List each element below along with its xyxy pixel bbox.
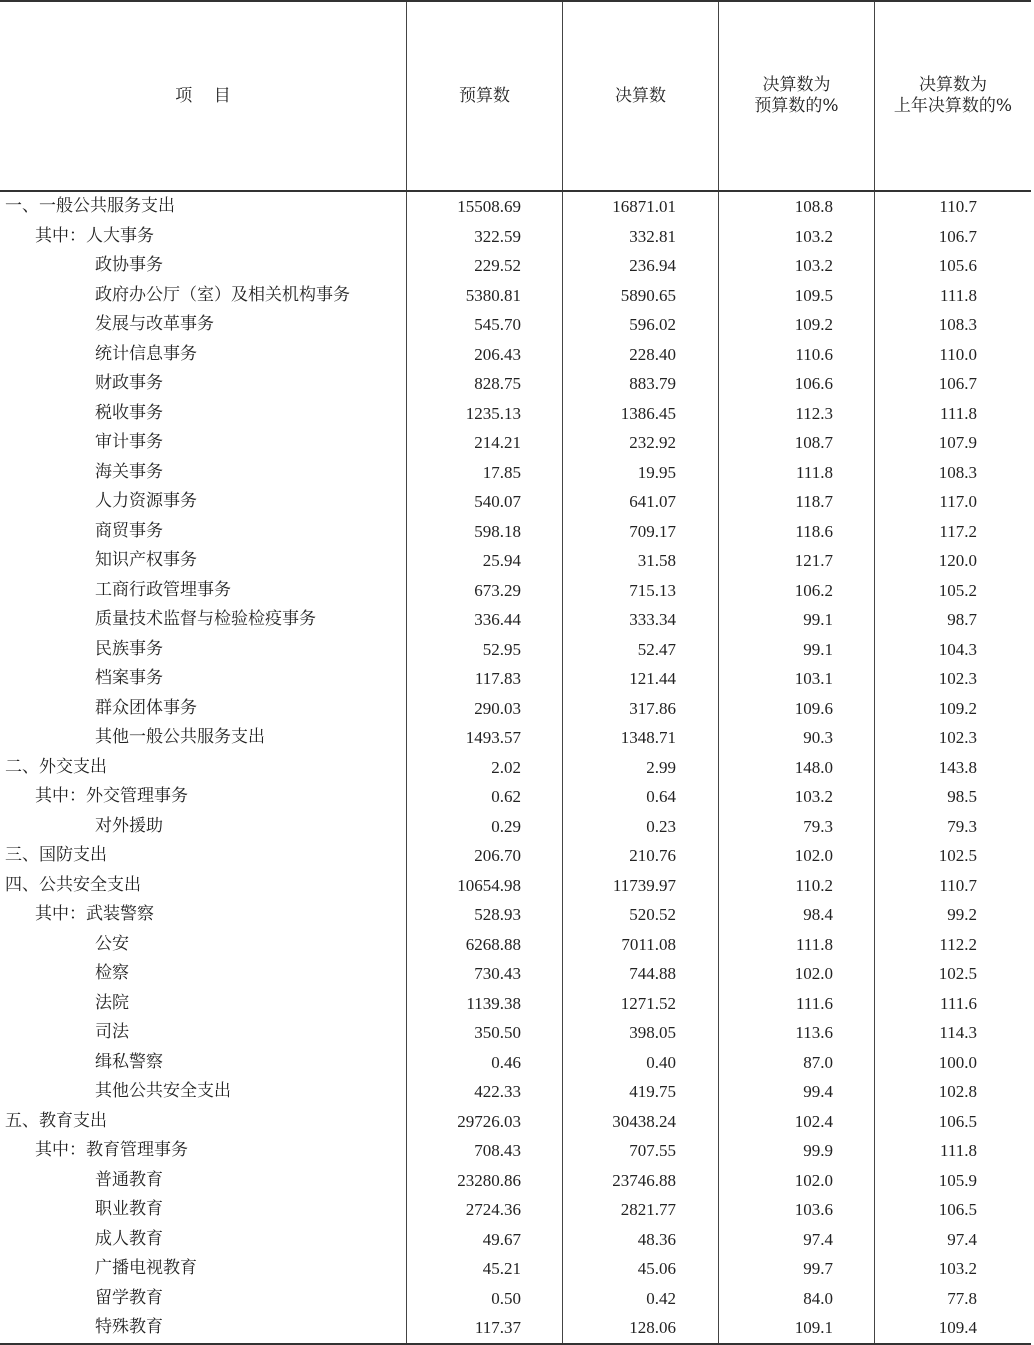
budget-value: 322.59 xyxy=(474,226,521,246)
table-row xyxy=(0,399,1031,429)
row-label: 对外援助 xyxy=(95,815,163,836)
budget-value: 49.67 xyxy=(482,1229,521,1249)
table-row xyxy=(0,576,1031,606)
table-row xyxy=(0,930,1031,960)
pct-prev-value: 110.0 xyxy=(939,344,977,364)
row-label: 质量技术监督与检验检疫事务 xyxy=(95,609,316,629)
table-row xyxy=(0,664,1031,694)
table-row xyxy=(0,812,1031,842)
pct-prev-value: 111.8 xyxy=(940,1141,977,1160)
row-label: 其他一般公共服务支出 xyxy=(95,727,265,747)
actual-value: 2.99 xyxy=(646,757,676,777)
budget-value: 350.50 xyxy=(474,1023,521,1042)
pct-prev-value: 98.5 xyxy=(947,787,977,806)
actual-value: 30438.24 xyxy=(612,1111,676,1131)
actual-value: 333.34 xyxy=(629,610,676,629)
pct-budget-value: 102.0 xyxy=(794,846,833,865)
row-label: 检察 xyxy=(95,963,129,983)
pct-prev-value: 143.8 xyxy=(938,757,977,777)
pct-prev-value: 106.7 xyxy=(938,226,977,246)
row-label: 职业教育 xyxy=(95,1199,163,1219)
budget-value: 52.95 xyxy=(482,639,521,659)
pct-budget-value: 79.3 xyxy=(803,816,833,836)
actual-value: 641.07 xyxy=(629,492,676,511)
table-row xyxy=(0,723,1031,753)
actual-value: 23746.88 xyxy=(612,1170,676,1190)
budget-value: 290.03 xyxy=(474,698,521,718)
actual-value: 1271.52 xyxy=(620,993,676,1013)
pct-budget-value: 112.3 xyxy=(795,403,833,423)
row-label: 海关事务 xyxy=(95,461,163,482)
pct-budget-value: 106.2 xyxy=(794,580,833,600)
row-label: 三、国防支出 xyxy=(5,845,107,865)
table-row xyxy=(0,959,1031,989)
row-label: 知识产权事务 xyxy=(95,550,197,570)
table-row xyxy=(0,428,1031,458)
budget-value: 1235.13 xyxy=(465,403,521,423)
actual-value: 709.17 xyxy=(629,521,676,541)
pct-prev-value: 105.6 xyxy=(938,256,977,275)
actual-value: 5890.65 xyxy=(620,285,676,305)
pct-budget-value: 98.4 xyxy=(803,905,833,924)
pct-budget-value: 108.8 xyxy=(794,197,833,216)
pct-prev-value: 105.9 xyxy=(938,1170,977,1190)
row-label: 一、一般公共服务支出 xyxy=(5,196,175,216)
actual-value: 0.42 xyxy=(646,1288,676,1308)
pct-budget-value: 99.4 xyxy=(803,1082,833,1101)
actual-value: 1386.45 xyxy=(620,403,676,423)
table-row xyxy=(0,310,1031,340)
row-label: 财政事务 xyxy=(95,373,163,393)
actual-value: 520.52 xyxy=(629,905,676,924)
pct-prev-value: 111.6 xyxy=(940,993,977,1013)
row-label: 民族事务 xyxy=(95,638,163,659)
row-label: 其中：武装警察 xyxy=(35,904,154,924)
budget-value: 730.43 xyxy=(474,964,521,983)
actual-value: 0.64 xyxy=(646,787,676,806)
table-row xyxy=(0,1254,1031,1284)
budget-value: 117.83 xyxy=(474,669,521,688)
pct-prev-value: 105.2 xyxy=(938,580,977,600)
pct-budget-value: 90.3 xyxy=(803,728,833,747)
pct-prev-value: 102.5 xyxy=(938,846,977,865)
table-row xyxy=(0,635,1031,665)
pct-budget-value: 108.7 xyxy=(794,433,833,452)
pct-budget-value: 118.7 xyxy=(795,492,833,511)
actual-value: 52.47 xyxy=(637,639,676,659)
row-label: 留学教育 xyxy=(95,1287,163,1308)
budget-value: 708.43 xyxy=(474,1141,521,1160)
pct-prev-value: 112.2 xyxy=(939,934,977,954)
row-label: 五、教育支出 xyxy=(5,1110,107,1131)
actual-value: 332.81 xyxy=(629,226,676,246)
pct-prev-value: 106.5 xyxy=(938,1200,977,1219)
budget-value: 117.37 xyxy=(474,1318,521,1337)
pct-prev-value: 102.3 xyxy=(938,669,977,688)
row-label: 其他公共安全支出 xyxy=(95,1081,231,1101)
actual-value: 128.06 xyxy=(629,1318,676,1337)
budget-value: 0.62 xyxy=(491,787,521,806)
actual-value: 1348.71 xyxy=(620,728,676,747)
table-row xyxy=(0,192,1031,222)
budget-value: 0.46 xyxy=(491,1052,521,1072)
row-label: 公安 xyxy=(95,933,129,954)
table-row xyxy=(0,369,1031,399)
budget-value: 0.50 xyxy=(491,1288,521,1308)
header-pct-prev: 决算数为 上年决算数的% xyxy=(893,75,1013,116)
table-body xyxy=(0,192,1031,1345)
actual-value: 596.02 xyxy=(629,315,676,334)
pct-prev-value: 102.8 xyxy=(938,1082,977,1101)
table-row xyxy=(0,841,1031,871)
budget-value: 6268.88 xyxy=(465,934,521,954)
pct-budget-value: 103.6 xyxy=(794,1200,833,1219)
actual-value: 398.05 xyxy=(629,1023,676,1042)
budget-value: 23280.86 xyxy=(457,1170,521,1190)
row-label: 四、公共安全支出 xyxy=(5,874,141,895)
actual-value: 7011.08 xyxy=(621,934,676,954)
actual-value: 121.44 xyxy=(629,669,676,688)
row-label: 人力资源事务 xyxy=(95,491,197,511)
table-row xyxy=(0,900,1031,930)
budget-value: 2724.36 xyxy=(465,1200,521,1219)
table-row xyxy=(0,340,1031,370)
pct-prev-value: 98.7 xyxy=(947,610,977,629)
budget-value: 1139.38 xyxy=(466,993,521,1013)
table-row xyxy=(0,487,1031,517)
table-row xyxy=(0,1077,1031,1107)
row-label: 商贸事务 xyxy=(95,520,163,541)
budget-value: 206.43 xyxy=(474,344,521,364)
budget-value: 2.02 xyxy=(491,757,521,777)
pct-prev-value: 110.7 xyxy=(939,875,977,895)
actual-value: 744.88 xyxy=(629,964,676,983)
actual-value: 419.75 xyxy=(629,1082,676,1101)
table-row xyxy=(0,1136,1031,1166)
budget-value: 5380.81 xyxy=(465,285,521,305)
table-row xyxy=(0,1018,1031,1048)
pct-budget-value: 111.8 xyxy=(796,934,833,954)
budget-value: 0.29 xyxy=(491,816,521,836)
pct-budget-value: 84.0 xyxy=(803,1288,833,1308)
pct-budget-value: 111.8 xyxy=(796,462,833,482)
table-row xyxy=(0,753,1031,783)
pct-prev-value: 100.0 xyxy=(938,1052,977,1072)
header-budget: 预算数 xyxy=(459,85,510,106)
row-label: 成人教育 xyxy=(95,1228,163,1249)
pct-prev-value: 106.7 xyxy=(938,374,977,393)
budget-value: 673.29 xyxy=(474,580,521,600)
table-row xyxy=(0,222,1031,252)
actual-value: 317.86 xyxy=(629,698,676,718)
pct-budget-value: 102.0 xyxy=(794,1170,833,1190)
table-row xyxy=(0,989,1031,1019)
pct-prev-value: 102.5 xyxy=(938,964,977,983)
pct-prev-value: 104.3 xyxy=(938,639,977,659)
pct-budget-value: 99.7 xyxy=(803,1259,833,1278)
table-row xyxy=(0,251,1031,281)
row-label: 普通教育 xyxy=(95,1169,163,1190)
table-row xyxy=(0,546,1031,576)
pct-budget-value: 121.7 xyxy=(794,551,833,570)
pct-budget-value: 99.1 xyxy=(803,610,833,629)
pct-prev-value: 107.9 xyxy=(938,433,977,452)
pct-budget-value: 87.0 xyxy=(803,1052,833,1072)
actual-value: 2821.77 xyxy=(620,1200,676,1219)
budget-value: 25.94 xyxy=(482,551,521,570)
actual-value: 228.40 xyxy=(629,344,676,364)
row-label: 统计信息事务 xyxy=(95,343,197,364)
budget-value: 828.75 xyxy=(474,374,521,393)
row-label: 审计事务 xyxy=(95,432,163,452)
row-label: 特殊教育 xyxy=(95,1317,163,1337)
row-label: 二、外交支出 xyxy=(5,756,107,777)
pct-budget-value: 106.6 xyxy=(794,374,833,393)
row-label: 其中：教育管理事务 xyxy=(35,1140,188,1160)
budget-value: 540.07 xyxy=(474,492,521,511)
actual-value: 0.23 xyxy=(646,816,676,836)
row-label: 政协事务 xyxy=(95,255,163,275)
actual-value: 232.92 xyxy=(629,433,676,452)
header-pct-budget: 决算数为 预算数的% xyxy=(754,75,839,116)
table-row xyxy=(0,1225,1031,1255)
pct-budget-value: 111.6 xyxy=(796,993,833,1013)
table-row xyxy=(0,458,1031,488)
pct-prev-value: 106.5 xyxy=(938,1111,977,1131)
pct-prev-value: 77.8 xyxy=(947,1288,977,1308)
pct-budget-value: 110.6 xyxy=(795,344,833,364)
budget-value: 214.21 xyxy=(474,433,521,452)
table-row xyxy=(0,1166,1031,1196)
pct-budget-value: 103.2 xyxy=(794,787,833,806)
pct-prev-value: 117.0 xyxy=(939,492,977,511)
budget-value: 229.52 xyxy=(474,256,521,275)
actual-value: 11739.97 xyxy=(612,875,676,895)
row-label: 政府办公厅（室）及相关机构事务 xyxy=(95,284,350,305)
pct-prev-value: 110.7 xyxy=(939,197,977,216)
pct-budget-value: 109.2 xyxy=(794,315,833,334)
table-row xyxy=(0,694,1031,724)
row-label: 税收事务 xyxy=(95,402,163,423)
table-row xyxy=(0,281,1031,311)
pct-budget-value: 103.2 xyxy=(794,226,833,246)
row-label: 发展与改革事务 xyxy=(95,314,214,334)
budget-value: 29726.03 xyxy=(457,1111,521,1131)
pct-budget-value: 102.4 xyxy=(794,1111,833,1131)
actual-value: 19.95 xyxy=(637,462,676,482)
pct-prev-value: 79.3 xyxy=(947,816,977,836)
pct-prev-value: 108.3 xyxy=(938,315,977,334)
pct-prev-value: 102.3 xyxy=(938,728,977,747)
table-row xyxy=(0,605,1031,635)
pct-budget-value: 109.1 xyxy=(794,1318,833,1337)
table-row xyxy=(0,1284,1031,1314)
budget-value: 17.85 xyxy=(482,462,521,482)
row-label: 其中：外交管理事务 xyxy=(35,786,188,806)
table-row xyxy=(0,871,1031,901)
table-row xyxy=(0,1313,1031,1343)
budget-value: 15508.69 xyxy=(457,197,521,216)
row-label: 档案事务 xyxy=(95,668,163,688)
pct-budget-value: 103.1 xyxy=(794,669,833,688)
pct-prev-value: 111.8 xyxy=(940,403,977,423)
pct-prev-value: 97.4 xyxy=(947,1229,977,1249)
table-row xyxy=(0,782,1031,812)
pct-prev-value: 117.2 xyxy=(939,521,977,541)
actual-value: 48.36 xyxy=(637,1229,676,1249)
row-label: 司法 xyxy=(95,1022,129,1042)
row-label: 工商行政管埋事务 xyxy=(95,579,231,600)
pct-prev-value: 109.4 xyxy=(938,1318,977,1337)
actual-value: 236.94 xyxy=(629,256,676,275)
pct-prev-value: 111.8 xyxy=(940,285,977,305)
budget-value: 206.70 xyxy=(474,846,521,865)
budget-value: 45.21 xyxy=(482,1259,521,1278)
row-label: 广播电视教育 xyxy=(95,1258,197,1278)
pct-budget-value: 148.0 xyxy=(794,757,833,777)
pct-budget-value: 110.2 xyxy=(795,875,833,895)
budget-value: 10654.98 xyxy=(457,875,521,895)
actual-value: 45.06 xyxy=(637,1259,676,1278)
table-row xyxy=(0,1195,1031,1225)
row-label: 法院 xyxy=(95,992,129,1013)
header-item: 项 目 xyxy=(175,85,231,106)
table-row xyxy=(0,1048,1031,1078)
pct-prev-value: 120.0 xyxy=(938,551,977,570)
pct-prev-value: 108.3 xyxy=(938,462,977,482)
pct-budget-value: 113.6 xyxy=(795,1023,833,1042)
table-row xyxy=(0,1107,1031,1137)
table-row xyxy=(0,517,1031,547)
pct-prev-value: 114.3 xyxy=(939,1023,977,1042)
pct-budget-value: 109.5 xyxy=(794,285,833,305)
pct-prev-value: 103.2 xyxy=(938,1259,977,1278)
budget-value: 1493.57 xyxy=(465,728,521,747)
table-header xyxy=(0,0,1031,192)
pct-budget-value: 97.4 xyxy=(803,1229,833,1249)
budget-value: 598.18 xyxy=(474,521,521,541)
actual-value: 715.13 xyxy=(629,580,676,600)
actual-value: 16871.01 xyxy=(612,197,676,216)
row-label: 缉私警察 xyxy=(95,1051,163,1072)
header-actual: 决算数 xyxy=(615,85,666,106)
pct-prev-value: 109.2 xyxy=(938,698,977,718)
budget-value: 422.33 xyxy=(474,1082,521,1101)
pct-budget-value: 118.6 xyxy=(795,521,833,541)
pct-budget-value: 103.2 xyxy=(794,256,833,275)
actual-value: 707.55 xyxy=(629,1141,676,1160)
pct-budget-value: 99.1 xyxy=(803,639,833,659)
actual-value: 31.58 xyxy=(637,551,676,570)
budget-value: 545.70 xyxy=(474,315,521,334)
budget-value: 336.44 xyxy=(474,610,521,629)
actual-value: 0.40 xyxy=(646,1052,676,1072)
actual-value: 210.76 xyxy=(629,846,676,865)
pct-prev-value: 99.2 xyxy=(947,905,977,924)
budget-value: 528.93 xyxy=(474,905,521,924)
pct-budget-value: 99.9 xyxy=(803,1141,833,1160)
row-label: 群众团体事务 xyxy=(95,697,197,718)
pct-budget-value: 102.0 xyxy=(794,964,833,983)
pct-budget-value: 109.6 xyxy=(794,698,833,718)
row-label: 其中：人大事务 xyxy=(35,225,154,246)
actual-value: 883.79 xyxy=(629,374,676,393)
